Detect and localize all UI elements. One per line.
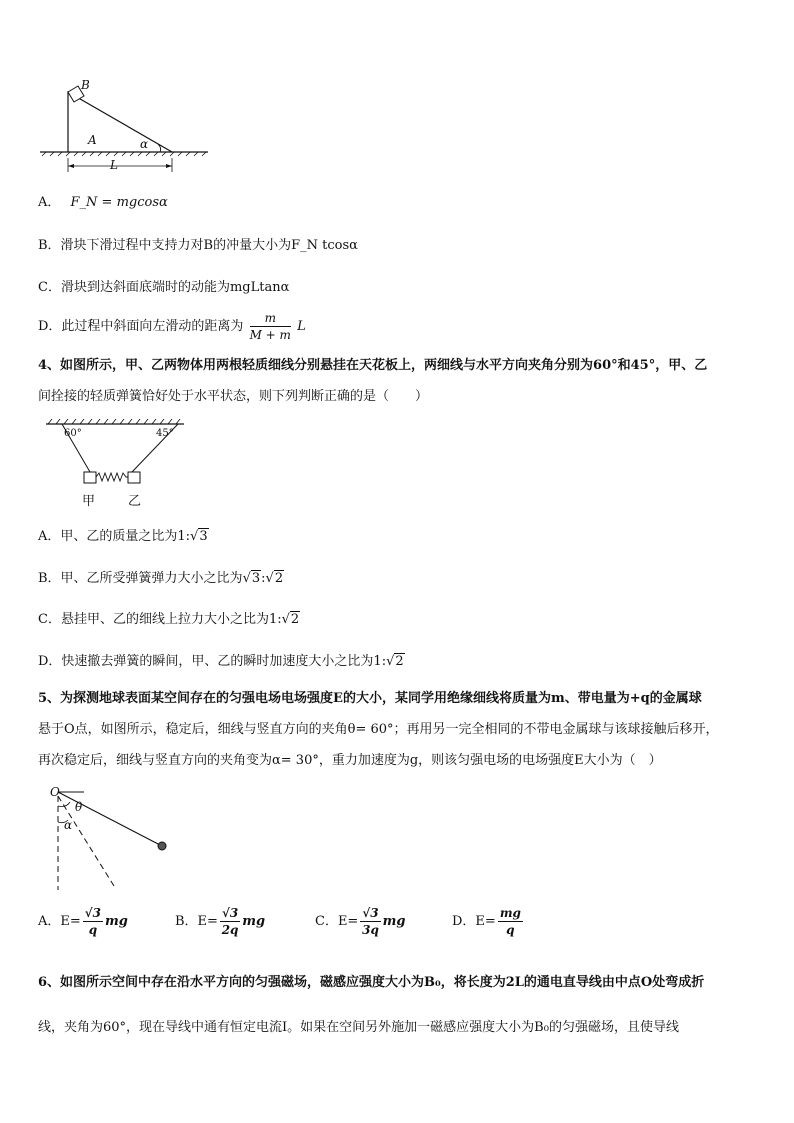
q5-choice-a-tail: mg <box>105 914 128 929</box>
fig-angle-45: 45° <box>156 428 174 439</box>
q4-option-b: B．甲、乙所受弹簧弹力大小之比为√3:√2 <box>38 571 284 586</box>
fig-label-yi: 乙 <box>128 494 142 509</box>
q4-option-a-text: A．甲、乙的质量之比为1: <box>38 529 191 544</box>
q6-stem-line1: 6、如图所示空间中存在沿水平方向的匀强磁场，磁感应强度大小为B₀，将长度为2L的通电直导线由中点O处弯成折 <box>38 975 705 990</box>
q3-option-d-fraction <box>250 310 291 343</box>
q4-option-c <box>38 608 300 627</box>
q5-choice-c-fraction: $\frac{√3}{3q}$ <box>362 906 379 937</box>
q3-option-d-tail: L <box>297 319 306 334</box>
q5-choice-d-label: D．E= <box>452 914 496 929</box>
q6-stem-line2: 线，夹角为60°，现在导线中通有恒定电流I。如果在空间另外施加一磁感应强度大小为B₀的匀强磁场，且使导线 <box>38 1020 679 1035</box>
q4-option-b-sqrt2: √2 <box>265 571 284 586</box>
q4-option-c-text: C．悬挂甲、乙的细线上拉力大小之比为1: <box>38 612 282 627</box>
q5-choice-a-fraction: $\frac{√3}{q}$ <box>84 906 102 937</box>
q5-choice-b <box>175 905 265 938</box>
q4-option-a <box>38 525 209 544</box>
q5-stem-line1: 5、为探测地球表面某空间存在的匀强电场电场强度E的大小，某同学用绝缘细线将质量为m、带电量为+q的金属球 <box>38 691 702 706</box>
fig-angle-60: 60° <box>64 428 82 439</box>
q3-option-a-formula: F_N = mgcosα <box>70 195 168 210</box>
q5-stem-line2: 悬于O点，如图所示，稳定后，细线与竖直方向的夹角θ= 60°；再用另一完全相同的不带电金属球与该球接触后移开， <box>38 722 719 737</box>
q5-choice-c-tail: mg <box>382 914 406 929</box>
q5-choice-d-fraction: $\frac{mg}{q}$ <box>499 906 521 937</box>
q4-option-d-sqrt: √2 <box>386 654 404 669</box>
q5-choice-c <box>315 905 405 938</box>
q5-choice-b-label: B．E= <box>175 914 218 929</box>
q5-choice-a <box>38 905 128 938</box>
incline-figure <box>30 78 220 178</box>
q5-choice-c-label: C．E= <box>315 914 359 929</box>
q3-option-c: C．滑块到达斜面底端时的动能为mgLtanα <box>38 280 290 295</box>
q4-option-b-text: B．甲、乙所受弹簧弹力大小之比为 <box>38 571 243 586</box>
q3-option-b: B．滑块下滑过程中支持力对B的冲量大小为F_N tcosα <box>38 238 358 253</box>
fig-label-O: O <box>50 785 60 799</box>
q3-option-d <box>38 310 306 343</box>
q4-option-d-text: D．快速撤去弹簧的瞬间，甲、乙的瞬时加速度大小之比为1: <box>38 654 387 669</box>
q4-stem-line2: 间拴接的轻质弹簧恰好处于水平状态，则下列判断正确的是（ ） <box>38 389 429 404</box>
fig-label-L: L <box>110 158 118 172</box>
fig-label-alpha-q5: α <box>64 818 73 832</box>
fig-label-B: B <box>81 78 90 92</box>
q3-option-a <box>38 191 168 210</box>
q4-option-b-sqrt1: √3 <box>242 571 261 586</box>
fig-label-A: A <box>88 133 97 147</box>
q5-choice-b-fraction: $\frac{√3}{2q}$ <box>221 906 239 937</box>
fig-label-alpha: α <box>140 137 149 151</box>
q5-choices <box>38 905 758 953</box>
q4-option-c-sqrt: √2 <box>281 612 300 627</box>
q5-choice-d <box>452 905 525 938</box>
q4-option-d <box>38 650 405 669</box>
q4-option-a-sqrt: √3 <box>190 529 208 544</box>
fig-label-jia: 甲 <box>82 494 96 509</box>
q3-option-d-numerator: m <box>250 310 291 327</box>
q3-option-d-prefix: D．此过程中斜面向左滑动的距离为 <box>38 319 244 334</box>
q4-stem-line1: 4、如图所示，甲、乙两物体用两根轻质细线分别悬挂在天花板上，两细线与水平方向夹角分别为60°和45°，甲、乙 <box>38 358 708 373</box>
fig-label-theta: θ <box>75 800 83 814</box>
q3-option-a-prefix: A． <box>38 195 61 210</box>
q5-choice-a-label: A．E= <box>38 914 81 929</box>
q3-option-d-denominator: M + m <box>249 328 291 342</box>
q5-stem-line3: 再次稳定后，细线与竖直方向的夹角变为α= 30°，重力加速度为g，则该匀强电场的电场强度E大小为（ ） <box>38 753 662 768</box>
charged-ball-figure <box>44 782 184 894</box>
q5-choice-b-tail: mg <box>242 914 266 929</box>
